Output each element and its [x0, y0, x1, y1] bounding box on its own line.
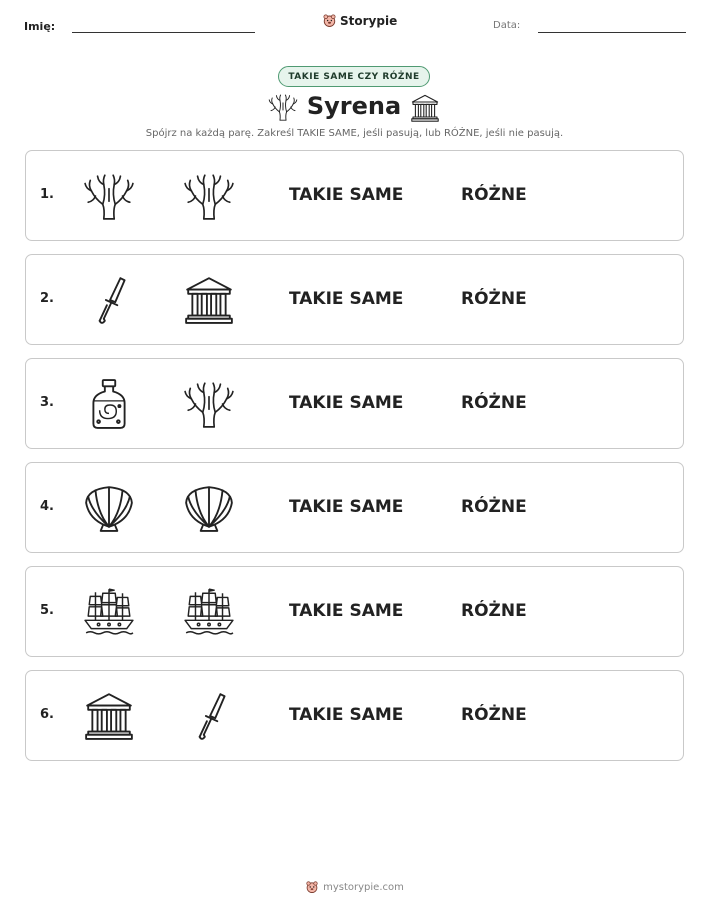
coral-icon	[82, 169, 136, 223]
temple-icon	[82, 689, 136, 743]
exercise-row-6	[25, 670, 684, 761]
temple-icon	[182, 273, 236, 327]
worksheet-header	[0, 0, 709, 50]
option-same[interactable]: TAKIE SAME	[289, 289, 404, 309]
coral-icon	[268, 92, 298, 122]
row-number: 1.	[40, 187, 54, 202]
coral-icon	[182, 169, 236, 223]
exercise-row-2	[25, 254, 684, 345]
ship-icon	[182, 585, 236, 639]
coral-icon	[182, 377, 236, 431]
shell-icon	[82, 481, 136, 535]
brand-logo	[322, 13, 397, 28]
storypie-logo-icon	[322, 13, 337, 28]
exercise-row-3	[25, 358, 684, 449]
row-number: 6.	[40, 707, 54, 722]
option-same[interactable]: TAKIE SAME	[289, 601, 404, 621]
brand-name: Storypie	[340, 13, 398, 28]
option-different[interactable]: RÓŻNE	[461, 393, 527, 413]
shell-icon	[182, 481, 236, 535]
option-same[interactable]: TAKIE SAME	[289, 393, 404, 413]
dagger-icon	[182, 689, 236, 743]
temple-icon	[410, 93, 440, 123]
date-line[interactable]	[538, 32, 686, 33]
bottle-icon	[82, 377, 136, 431]
storypie-logo-icon	[305, 880, 319, 894]
option-different[interactable]: RÓŻNE	[461, 185, 527, 205]
option-different[interactable]: RÓŻNE	[461, 705, 527, 725]
row-number: 5.	[40, 603, 54, 618]
ship-icon	[82, 585, 136, 639]
footer-link[interactable]: mystorypie.com	[323, 881, 404, 893]
option-same[interactable]: TAKIE SAME	[289, 497, 404, 517]
row-number: 2.	[40, 291, 54, 306]
option-different[interactable]: RÓŻNE	[461, 497, 527, 517]
option-same[interactable]: TAKIE SAME	[289, 185, 404, 205]
option-same[interactable]: TAKIE SAME	[289, 705, 404, 725]
title-row	[0, 91, 709, 125]
name-line[interactable]	[72, 32, 255, 33]
row-number: 3.	[40, 395, 54, 410]
row-number: 4.	[40, 499, 54, 514]
dagger-icon	[82, 273, 136, 327]
option-different[interactable]: RÓŻNE	[461, 601, 527, 621]
option-different[interactable]: RÓŻNE	[461, 289, 527, 309]
page-title: Syrena	[306, 92, 402, 120]
instructions: Spójrz na każdą parę. Zakreśl TAKIE SAME, jeśli pasują, lub RÓŻNE, jeśli nie pasują.	[145, 128, 564, 139]
footer	[0, 880, 709, 894]
date-label: Data:	[493, 20, 521, 31]
exercise-row-5	[25, 566, 684, 657]
name-label: Imię:	[24, 20, 56, 33]
exercise-row-4	[25, 462, 684, 553]
exercise-row-1	[25, 150, 684, 241]
topic-badge: TAKIE SAME CZY RÓŻNE	[278, 66, 430, 87]
